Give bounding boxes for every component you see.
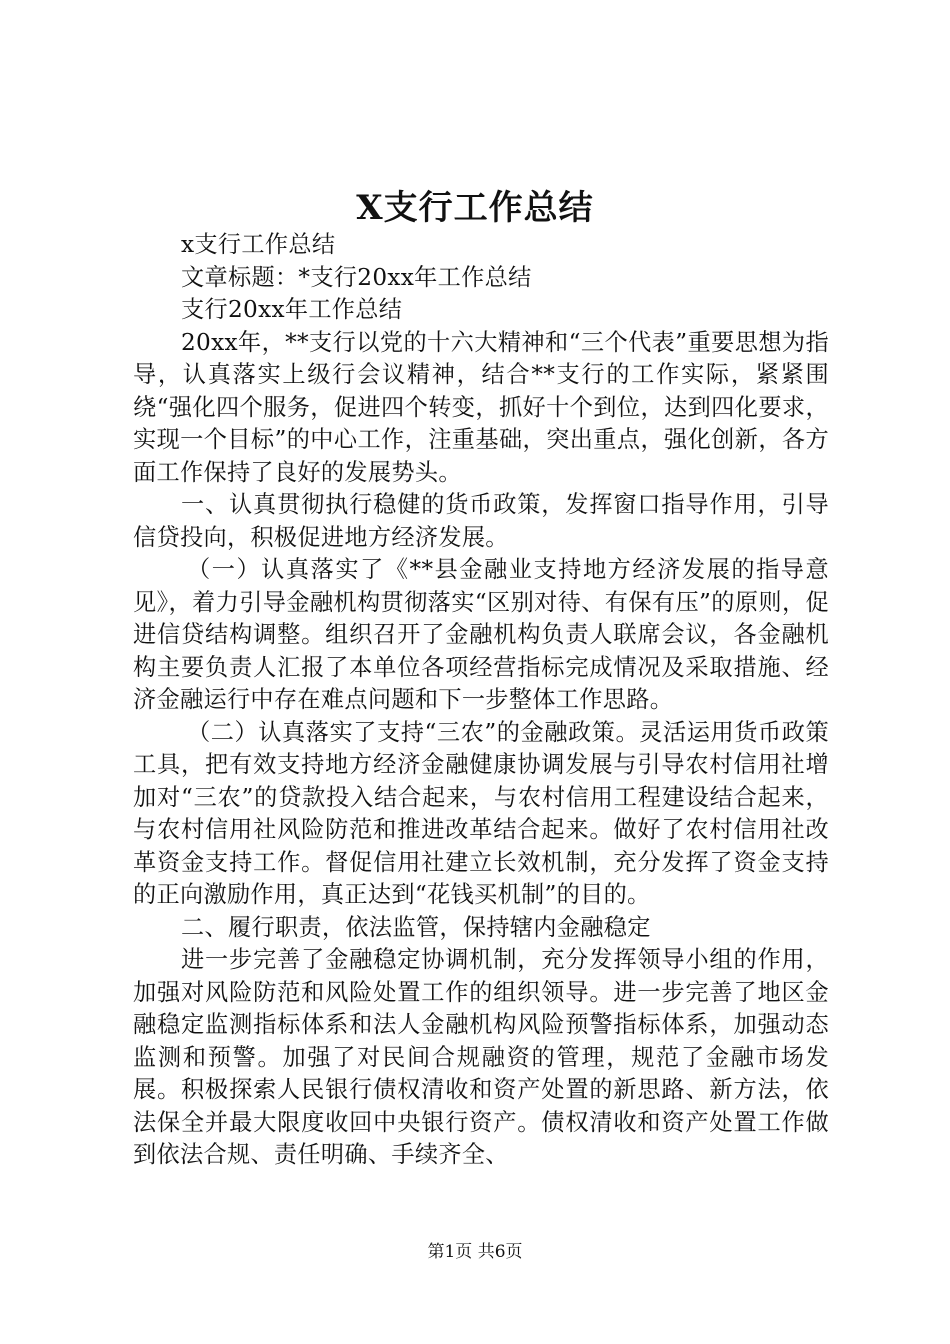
document-body	[133, 229, 829, 1172]
paragraph-item-one: （一）认真落实了《**县金融业支持地方经济发展的指导意见》，着力引导金融机构贯彻落实“区别对待、有保有压”的原则，促进信贷结构调整。组织召开了金融机构负责人联席会议，各金融机构主要负责人汇报了本单位各项经营指标完成情况及采取措施、经济金融运行中存在难点问题和下一步整体工作思路。	[133, 556, 829, 713]
paragraph-subtitle: x支行工作总结	[181, 231, 336, 258]
paragraph-item-two: （二）认真落实了支持“三农”的金融政策。灵活运用货币政策工具，把有效支持地方经济金融健康协调发展与引导农村信用社增加对“三农”的贷款投入结合起来，与农村信用工程建设结合起来，与农村信用社风险防范和推进改革结合起来。做好了农村信用社改革资金支持工作。督促信用社建立长效机制，充分发挥了资金支持的正向激励作用，真正达到“花钱买机制”的目的。	[133, 718, 829, 908]
paragraph-intro: 20xx年，**支行以党的十六大精神和“三个代表”重要思想为指导，认真落实上级行会议精神，结合**支行的工作实际，紧紧围绕“强化四个服务，促进四个转变，抓好十个到位，达到四化要求，实现一个目标”的中心工作，注重基础，突出重点，强化创新，各方面工作保持了良好的发展势头。	[133, 328, 829, 486]
paragraph-section-two: 二、履行职责，依法监管，保持辖内金融稳定	[181, 913, 651, 941]
page-number: 第1页 共6页	[427, 1242, 523, 1262]
paragraph-heading: 支行20xx年工作总结	[181, 296, 403, 323]
paragraph-article-title: 文章标题：*支行20xx年工作总结	[181, 263, 532, 291]
paragraph-section-two-body: 进一步完善了金融稳定协调机制，充分发挥领导小组的作用，加强对风险防范和风险处置工作的组织领导。进一步完善了地区金融稳定监测指标体系和法人金融机构风险预警指标体系，加强动态监测和预警。加强了对民间合规融资的管理，规范了金融市场发展。积极探索人民银行债权清收和资产处置的新思路、新方法，依法保全并最大限度收回中央银行资产。债权清收和资产处置工作做到依法合规、责任明确、手续齐全、	[133, 946, 829, 1168]
paragraph-section-one: 一、认真贯彻执行稳健的货币政策，发挥窗口指导作用，引导信贷投向，积极促进地方经济发展。	[133, 491, 829, 551]
document-title: X支行工作总结	[356, 188, 594, 228]
